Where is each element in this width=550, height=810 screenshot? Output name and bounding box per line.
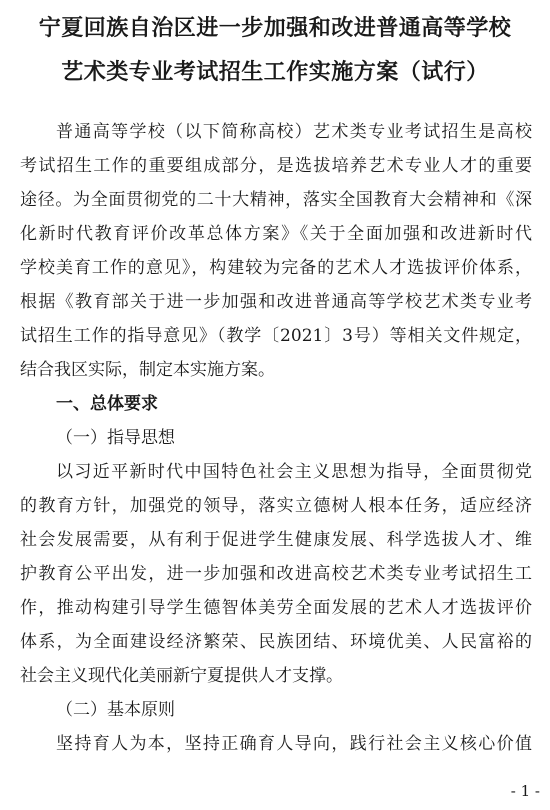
paragraph-line: 体系，为全面建设经济繁荣、民族团结、环境优美、人民富裕的	[20, 632, 532, 652]
document-title-line-2: 艺术类专业考试招生工作实施方案（试行）	[61, 60, 489, 85]
subsection-heading: （二）基本原则	[56, 700, 175, 720]
paragraph-line: 的教育方针，加强党的领导，落实立德树人根本任务，适应经济	[20, 496, 532, 516]
paragraph-line: 化新时代教育评价改革总体方案》《关于全面加强和改进新时代	[20, 224, 532, 244]
paragraph-line: 考试招生工作的重要组成部分，是选拔培养艺术专业人才的重要	[20, 156, 532, 176]
subsection-heading: （一）指导思想	[56, 428, 175, 448]
paragraph-line: 根据《教育部关于进一步加强和改进普通高等学校艺术类专业考	[20, 292, 532, 312]
paragraph-line: 以习近平新时代中国特色社会主义思想为指导，全面贯彻党	[56, 462, 532, 482]
paragraph-line: 途径。为全面贯彻党的二十大精神，落实全国教育大会精神和《深	[20, 190, 532, 210]
paragraph-line: 作，推动构建引导学生德智体美劳全面发展的艺术人才选拔评价	[20, 598, 532, 618]
paragraph-line: 护教育公平出发，进一步加强和改进高校艺术类专业考试招生工	[20, 564, 532, 584]
page-number: - 1 -	[510, 782, 540, 800]
paragraph-line: 社会发展需要，从有利于促进学生健康发展、科学选拔人才、维	[20, 530, 532, 550]
paragraph-line: 学校美育工作的意见》，构建较为完备的艺术人才选拔评价体系，	[20, 258, 532, 278]
paragraph-line: 社会主义现代化美丽新宁夏提供人才支撑。	[20, 666, 343, 686]
paragraph-line: 试招生工作的指导意见》（教学〔2021〕3号）等相关文件规定，	[20, 326, 532, 346]
paragraph-line: 普通高等学校（以下简称高校）艺术类专业考试招生是高校	[56, 122, 532, 142]
document-title-line-1: 宁夏回族自治区进一步加强和改进普通高等学校	[38, 16, 512, 41]
paragraph-line: 坚持育人为本，坚持正确育人导向，践行社会主义核心价值	[56, 734, 532, 754]
section-heading: 一、总体要求	[56, 394, 158, 414]
paragraph-line: 结合我区实际，制定本实施方案。	[20, 360, 275, 380]
